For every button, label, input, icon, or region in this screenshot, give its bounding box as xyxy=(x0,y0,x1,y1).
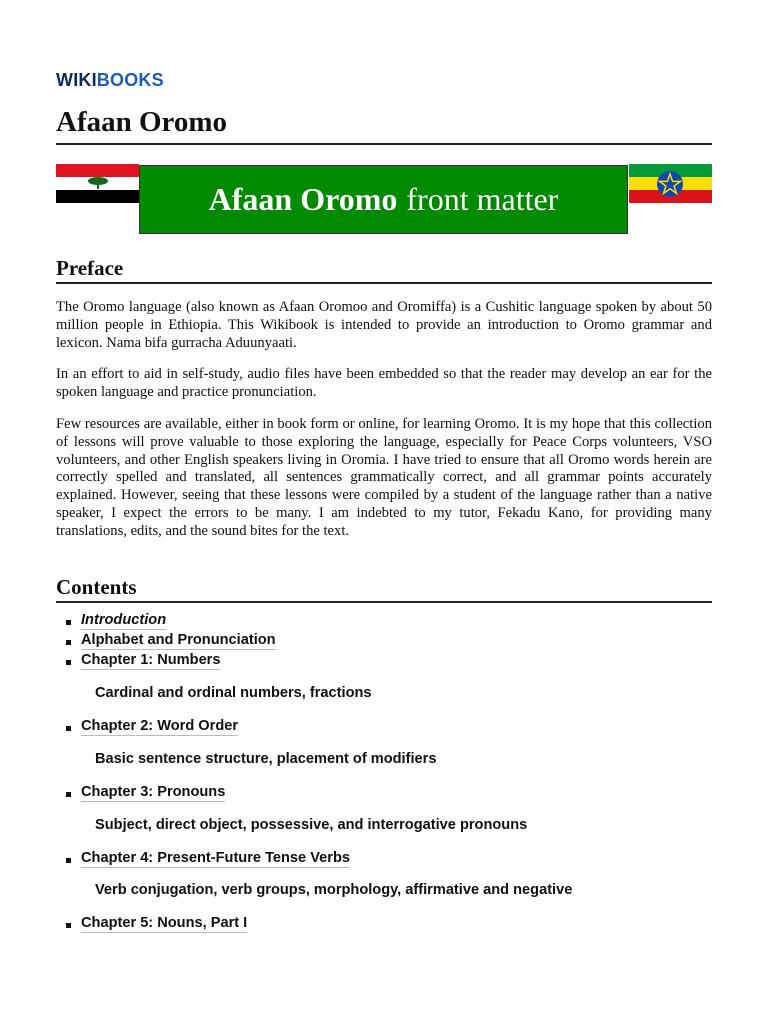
ethiopia-flag-icon xyxy=(629,164,712,203)
bullet-icon xyxy=(66,923,71,928)
preface-paragraph-1: The Oromo language (also known as Afaan Oromoo and Oromiffa) is a Cushitic language spoken by about 50 million people in Ethiopia. This Wikibook is intended to provide an introduction to Oromo grammar and lexicon. Nama bifa gurracha Aduunyaati. xyxy=(56,299,712,351)
logo-wiki-text: WIKI xyxy=(56,70,97,90)
contents-heading: Contents xyxy=(56,573,712,603)
preface-heading: Preface xyxy=(56,254,712,284)
toc-link-chapter-2[interactable]: Chapter 2: Word Order xyxy=(81,718,239,734)
front-matter-banner xyxy=(139,165,628,234)
toc-desc-chapter-4: Verb conjugation, verb groups, morphology, affirmative and negative xyxy=(95,882,573,898)
preface-paragraph-3: Few resources are available, either in book form or online, for learning Oromo. It is my hope that this collection of lessons will prove valuable to those exploring the language, especially for Peace Corps volunteers, VSO volunteers, and other English speakers living in Oromia. I have tried to ensure that all Oromo words herein are correctly spelled and translated, all sentences grammatically correct, and all grammar points accurately explained. However, seeing that these lessons were compiled by a student of the language rather than a native speaker, I expect the errors to be many. I am indebted to my tutor, Fekadu Kano, for providing many translations, edits, and the sound bites for the text. xyxy=(56,416,712,539)
bullet-icon xyxy=(66,726,71,731)
bullet-icon xyxy=(66,620,71,625)
logo-books-text: BOOKS xyxy=(96,70,164,90)
star-emblem-icon xyxy=(656,170,684,198)
odaa-tree-icon xyxy=(87,176,109,190)
preface-paragraph-2: In an effort to aid in self-study, audio files have been embedded so that the reader may develop an ear for the spoken language and practice pronunciation. xyxy=(56,366,712,400)
bullet-icon xyxy=(66,640,71,645)
wikibooks-logo[interactable] xyxy=(56,70,164,91)
toc-desc-chapter-1: Cardinal and ordinal numbers, fractions xyxy=(95,685,372,701)
toc-desc-chapter-3: Subject, direct object, possessive, and interrogative pronouns xyxy=(95,817,528,833)
toc-desc-chapter-2: Basic sentence structure, placement of modifiers xyxy=(95,751,437,767)
toc-link-alphabet[interactable]: Alphabet and Pronunciation xyxy=(81,632,276,648)
bullet-icon xyxy=(66,858,71,863)
toc-link-chapter-1[interactable]: Chapter 1: Numbers xyxy=(81,652,221,668)
toc-link-chapter-3[interactable]: Chapter 3: Pronouns xyxy=(81,784,226,800)
bullet-icon xyxy=(66,660,71,665)
oromo-flag-icon xyxy=(56,164,139,203)
toc-link-chapter-5[interactable]: Chapter 5: Nouns, Part I xyxy=(81,915,248,931)
bullet-icon xyxy=(66,792,71,797)
page-title: Afaan Oromo xyxy=(56,102,712,145)
toc-link-chapter-4[interactable]: Chapter 4: Present-Future Tense Verbs xyxy=(81,850,350,866)
toc-link-introduction[interactable]: Introduction xyxy=(81,612,167,628)
banner-bold-title: Afaan Oromo xyxy=(208,181,398,217)
banner-subtitle: front matter xyxy=(406,181,559,217)
